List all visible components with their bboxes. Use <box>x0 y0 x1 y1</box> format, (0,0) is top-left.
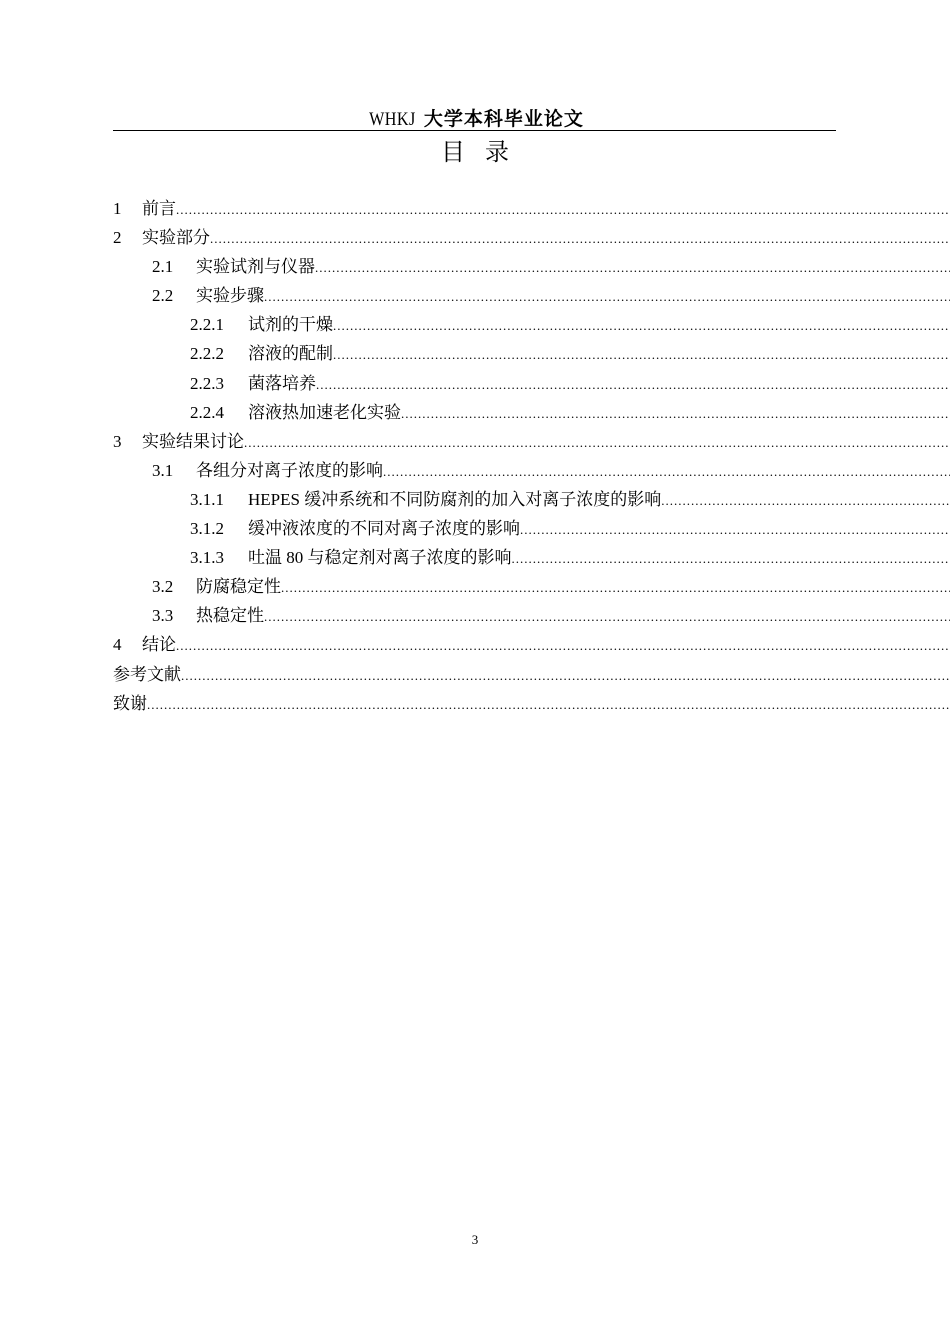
header-university-code: WHKJ <box>369 109 416 130</box>
toc-entry-label: 试剂的干燥 <box>248 315 333 335</box>
toc-dot-leader <box>264 604 950 630</box>
toc-dot-leader <box>244 430 950 456</box>
toc-entry[interactable] <box>113 196 950 225</box>
toc-entry[interactable] <box>113 662 950 691</box>
toc-entry[interactable] <box>113 371 950 400</box>
toc-dot-leader <box>316 372 950 398</box>
toc-entry[interactable] <box>113 458 950 487</box>
toc-entry-number: 4 <box>113 635 122 655</box>
toc-entry[interactable] <box>113 632 950 661</box>
toc-entry-label: 各组分对离子浓度的影响 <box>196 460 383 480</box>
toc-dot-leader <box>383 459 950 485</box>
toc-entry-label: 前言 <box>142 199 176 218</box>
toc-dot-leader <box>661 488 950 514</box>
toc-entry-number: 2 <box>113 228 122 248</box>
toc-dot-leader <box>176 633 950 659</box>
toc-entry[interactable] <box>113 341 950 370</box>
toc-entry[interactable] <box>113 283 950 312</box>
table-of-contents <box>113 196 950 720</box>
toc-entry-number: 1 <box>113 199 122 218</box>
toc-entry-number: 2.2.3 <box>190 373 224 393</box>
toc-dot-leader <box>281 575 950 601</box>
toc-entry[interactable] <box>113 574 950 603</box>
toc-entry[interactable] <box>113 225 950 254</box>
toc-entry-number: 3.1 <box>152 460 174 480</box>
toc-dot-leader <box>333 313 950 339</box>
toc-entry-label: 致谢 <box>113 693 147 713</box>
toc-title: 目录 <box>441 138 529 166</box>
toc-entry-number: 3 <box>113 431 122 451</box>
toc-entry-number: 2.2.4 <box>190 402 224 422</box>
toc-entry-number: 2.2.1 <box>190 315 224 335</box>
toc-dot-leader <box>181 663 950 689</box>
toc-entry-label: 实验步骤 <box>196 286 264 306</box>
toc-entry[interactable] <box>113 400 950 429</box>
toc-dot-leader <box>210 226 950 252</box>
toc-entry-label: 结论 <box>142 635 176 655</box>
toc-dot-leader <box>176 197 950 223</box>
toc-entry[interactable] <box>113 691 950 720</box>
toc-entry[interactable] <box>113 516 950 545</box>
toc-dot-leader <box>512 546 950 572</box>
toc-dot-leader <box>264 284 950 310</box>
toc-entry-number: 3.1.3 <box>190 548 224 568</box>
toc-entry-label: 参考文献 <box>113 664 181 684</box>
toc-entry-label: 吐温 80 与稳定剂对离子浓度的影响 <box>248 548 512 568</box>
toc-entry-label: 实验试剂与仪器 <box>196 257 315 277</box>
toc-entry[interactable] <box>113 254 950 283</box>
page-header <box>113 104 836 131</box>
toc-entry-number: 3.1.1 <box>190 489 224 509</box>
toc-entry-label: 防腐稳定性 <box>196 577 281 597</box>
toc-entry-number: 2.2 <box>152 286 174 306</box>
toc-entry-label: HEPES 缓冲系统和不同防腐剂的加入对离子浓度的影响 <box>248 489 662 509</box>
toc-dot-leader <box>147 692 950 718</box>
toc-entry-label: 溶液的配制 <box>248 344 333 364</box>
toc-dot-leader <box>520 517 950 543</box>
toc-entry-label: 缓冲液浓度的不同对离子浓度的影响 <box>248 519 520 539</box>
toc-entry-label: 热稳定性 <box>196 606 264 626</box>
toc-entry-label: 实验部分 <box>142 228 210 248</box>
toc-entry-number: 3.3 <box>152 606 174 626</box>
toc-dot-leader <box>333 342 950 368</box>
toc-entry[interactable] <box>113 429 950 458</box>
toc-entry-number: 3.2 <box>152 577 174 597</box>
header-thesis-label: 大学本科毕业论文 <box>423 108 584 130</box>
toc-entry-number: 2.1 <box>152 257 174 277</box>
toc-entry[interactable] <box>113 603 950 632</box>
toc-dot-leader <box>315 255 950 281</box>
toc-dot-leader <box>401 401 950 427</box>
toc-entry[interactable] <box>113 487 950 516</box>
toc-entry-label: 菌落培养 <box>248 373 316 393</box>
toc-entry[interactable] <box>113 545 950 574</box>
page-number: 3 <box>471 1232 479 1247</box>
toc-entry-label: 溶液热加速老化实验 <box>248 402 401 422</box>
toc-entry[interactable] <box>113 312 950 341</box>
toc-entry-number: 2.2.2 <box>190 344 224 364</box>
toc-entry-label: 实验结果讨论 <box>142 431 244 451</box>
toc-entry-number: 3.1.2 <box>190 519 224 539</box>
